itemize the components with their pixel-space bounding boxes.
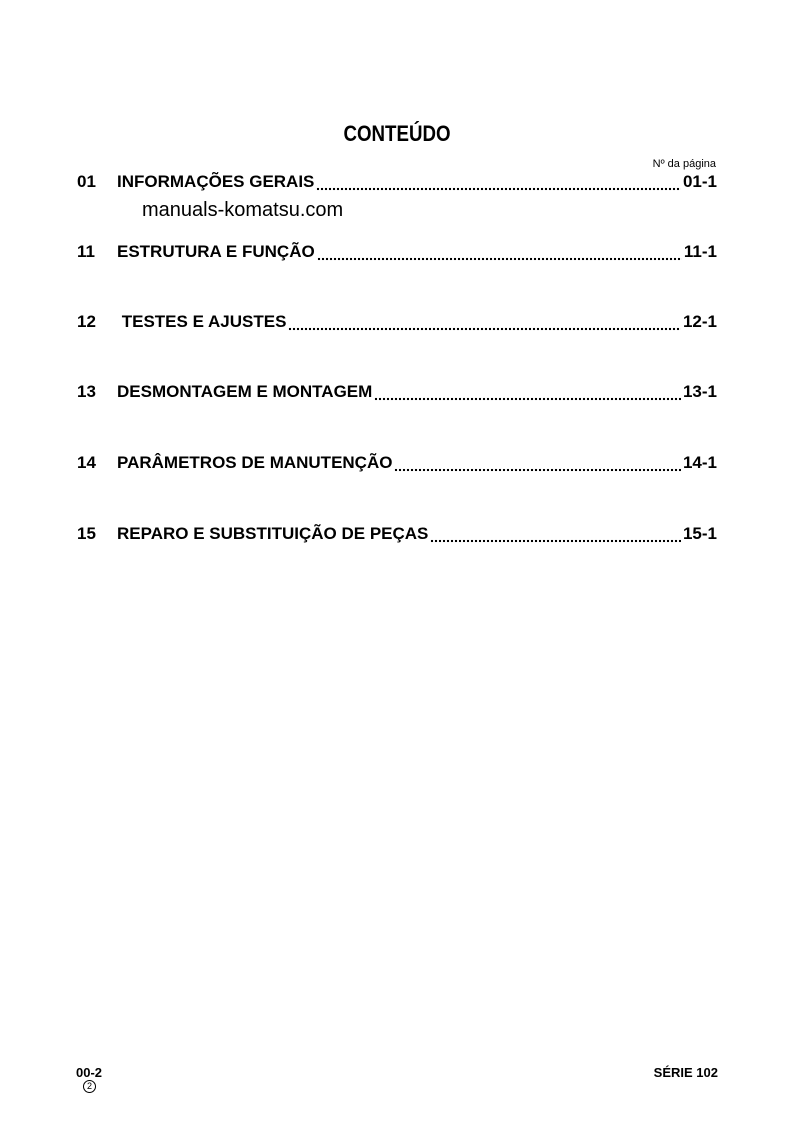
entry-number: 14 [77,453,96,472]
dot-leader [430,539,681,543]
entry-name: REPARO E SUBSTITUIÇÃO DE PEÇAS [117,524,429,543]
entry-number: 11 [77,242,95,261]
footer-page-code: 00-2 [76,1065,103,1080]
entry-number: 01 [77,172,96,191]
entry-name: INFORMAÇÕES GERAIS [117,172,315,191]
dot-leader [374,397,681,401]
revision-mark: 2 [83,1080,96,1093]
page-title: CONTEÚDO [343,121,451,146]
entry-page: 12-1 [682,312,717,331]
toc-entry[interactable] [77,453,717,477]
entry-name: DESMONTAGEM E MONTAGEM [117,382,373,401]
footer-series: SÉRIE 102 [653,1065,718,1080]
entry-number: 12 [77,312,96,331]
entry-page: 11-1 [683,242,717,261]
entry-name: PARÂMETROS DE MANUTENÇÃO [117,453,393,472]
dot-leader [316,187,681,191]
dot-leader [288,327,681,331]
toc-entry[interactable] [77,242,717,266]
entry-number: 13 [77,382,96,401]
dot-leader [317,257,682,261]
entry-number: 15 [77,524,96,543]
page-number-column-label: Nº da página [652,158,716,170]
entry-page: 14-1 [682,453,717,472]
entry-page: 01-1 [682,172,717,191]
entry-name: TESTES E AJUSTES [117,312,287,331]
toc-entry[interactable] [77,382,717,406]
toc-entry[interactable] [77,524,717,548]
watermark-text: manuals-komatsu.com [142,199,344,221]
dot-leader [394,468,681,472]
entry-page: 13-1 [682,382,717,401]
toc-entry[interactable] [77,172,717,196]
entry-name: ESTRUTURA E FUNÇÃO [117,242,315,261]
toc-entry[interactable] [77,312,717,336]
entry-page: 15-1 [682,524,717,543]
